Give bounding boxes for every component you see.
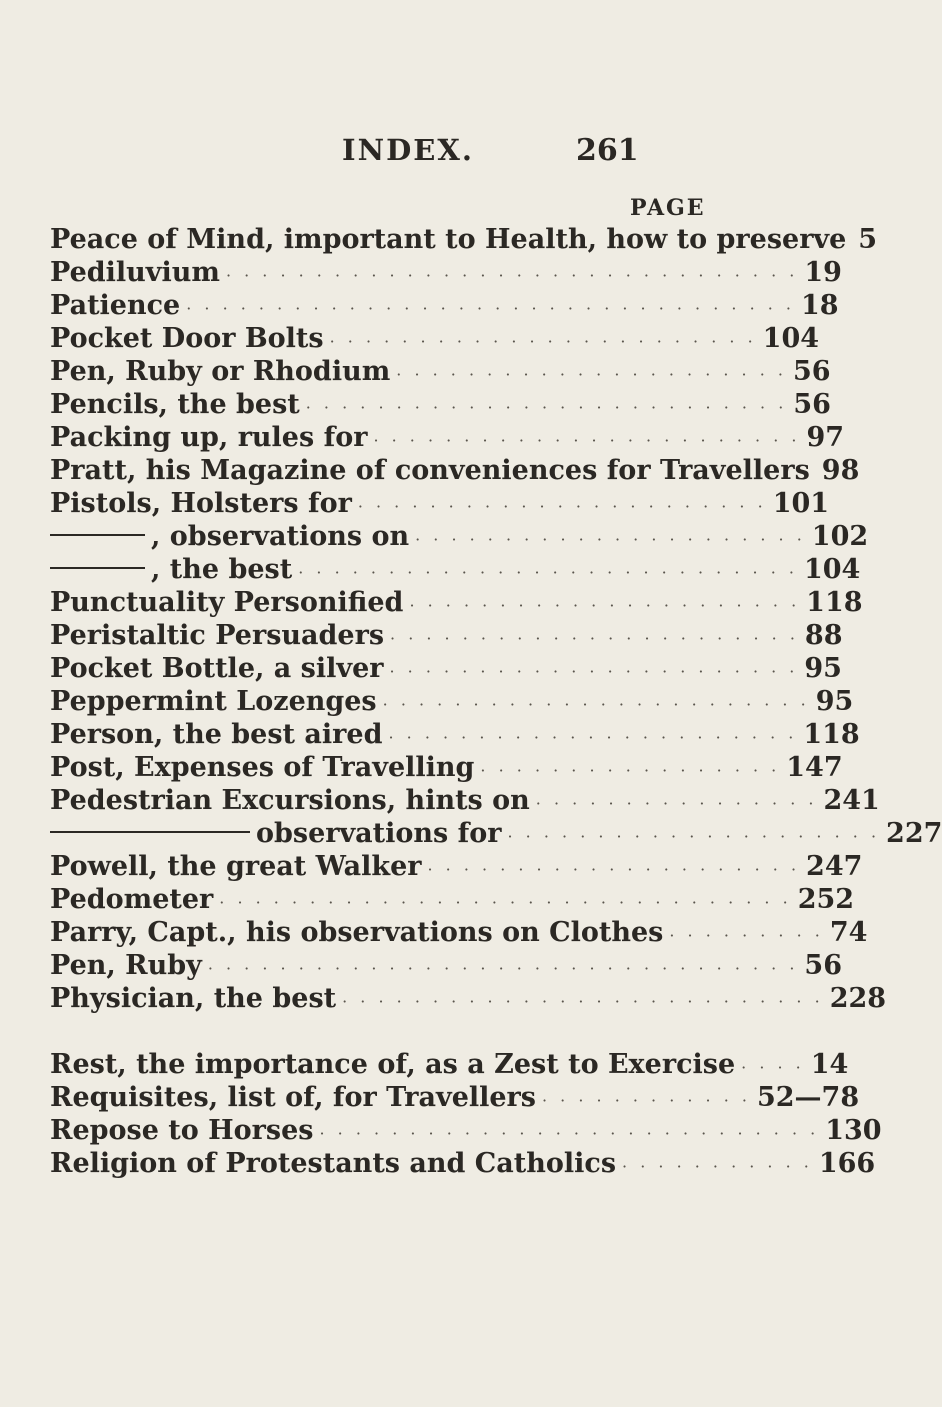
entry-page-number: 130 [825, 1115, 882, 1146]
index-entry [50, 1048, 849, 1081]
entry-page-number: 252 [797, 884, 855, 915]
page-column-label: PAGE [630, 195, 706, 221]
index-entry [50, 1081, 860, 1114]
entry-page-number: 97 [806, 422, 845, 453]
dot-leader: · · · · · · · · · · · · · · · · [535, 794, 818, 813]
entry-page-number: 95 [804, 653, 842, 684]
entry-page-number: 241 [823, 785, 880, 816]
entry-label: Pediluvium [50, 257, 220, 288]
page-number: 261 [576, 133, 639, 168]
ditto-dash [50, 567, 145, 569]
entry-label: Punctuality Personified [50, 587, 404, 618]
index-entry [50, 982, 887, 1015]
index-entry [50, 949, 842, 982]
dot-leader: · · · · · · · · · · · · · · · · · · · · · · · [389, 662, 799, 681]
index-entry [50, 322, 820, 355]
entry-label: Pistols, Holsters for [50, 488, 352, 519]
dot-leader: · · · · · · · · · · · · · · · · · · · · · · · · · · · [305, 398, 788, 417]
entry-page-number: 56 [804, 950, 842, 981]
index-entry [50, 454, 860, 487]
dot-leader: · · · · · · · · · · · · · · · · · · · · · · · [388, 728, 798, 747]
dot-leader: · · · · · · · · · · · · · · · · · · · · · · [396, 365, 787, 384]
dot-leader: · · · · · · · · · · · · · · · · · · · · · [427, 860, 801, 879]
running-header [0, 133, 801, 173]
dot-leader: · · · · · · · · · · · · · · · · · · · · · · · · · · · · · · · · [225, 266, 799, 285]
entry-page-number: 118 [803, 719, 860, 750]
index-entry [50, 784, 880, 817]
dot-leader: · · · · · · · · · · · · · · · · · · · · · · · · · · · · [298, 563, 798, 582]
entry-label: Post, Expenses of Travelling [50, 752, 475, 783]
index-entry [50, 817, 942, 850]
entry-page-number: 227 [886, 818, 942, 849]
entry-page-number: 102 [811, 521, 869, 552]
dot-leader: · · · · [741, 1058, 805, 1077]
dot-leader: · · · · · · · · · · · · · · · · · · · · · · [415, 530, 806, 549]
entry-label: Pen, Ruby [50, 950, 202, 981]
index-entry [50, 355, 831, 388]
entry-label: Peppermint Lozenges [50, 686, 377, 717]
entry-label: Physician, the best [50, 983, 337, 1014]
index-entry [50, 487, 830, 520]
entry-page-number: 52—78 [756, 1082, 860, 1113]
index-title: INDEX. [342, 133, 474, 167]
index-entry [50, 916, 868, 949]
dot-leader: · · · · · · · · · · · · · · · · · · · · · · · · · · · [342, 992, 824, 1011]
entry-label: , observations on [151, 521, 410, 552]
index-entry [50, 421, 845, 454]
index-entry [50, 586, 863, 619]
index-entry [50, 751, 843, 784]
dot-leader: · · · · · · · · · [669, 926, 824, 945]
entry-label: Pencils, the best [50, 389, 300, 420]
entry-label: Pocket Door Bolts [50, 323, 324, 354]
entry-label: Peristaltic Persuaders [50, 620, 385, 651]
entry-page-number: 98 [821, 455, 860, 486]
entry-page-number: 56 [792, 356, 831, 387]
entry-page-number: 118 [806, 587, 863, 618]
index-entry [50, 1147, 876, 1180]
entry-label: Pocket Bottle, a silver [50, 653, 384, 684]
entry-page-number: 104 [803, 554, 861, 585]
dot-leader: · · · · · · · · · · · · · · · · · · · · · · · · · · · · · · · · [219, 893, 792, 912]
entry-label: observations for [256, 818, 502, 849]
dot-leader: · · · · · · · · · · · · · · · · · · · · · · · · · · · · · · · · · · [186, 299, 795, 318]
index-entry [50, 883, 855, 916]
entry-page-number: 5 [858, 224, 878, 255]
index-entry [50, 685, 854, 718]
entry-label: , the best [151, 554, 293, 585]
entry-label: Rest, the importance of, as a Zest to Exercise [50, 1049, 736, 1080]
entry-label: Patience [50, 290, 181, 321]
index-entry [50, 223, 878, 256]
entry-label: Religion of Protestants and Catholics [50, 1148, 617, 1179]
dot-leader: · · · · · · · · · · · · · · · · · · · · · · [409, 596, 801, 615]
index-entry [50, 520, 869, 553]
entry-page-number: 56 [793, 389, 831, 420]
entry-page-number: 101 [772, 488, 830, 519]
dot-leader: · · · · · · · · · · · · · · · · · · · · · · · · [382, 695, 810, 714]
entry-page-number: 104 [762, 323, 820, 354]
entry-label: Pratt, his Magazine of conveniences for Travellers [50, 455, 810, 486]
entry-label: Packing up, rules for [50, 422, 368, 453]
dot-leader: · · · · · · · · · · · · [542, 1091, 751, 1110]
dot-leader: · · · · · · · · · · · · · · · · · · · · · · · [357, 497, 767, 516]
dot-leader: · · · · · · · · · · · · · · · · · · · · · · · [390, 629, 799, 648]
entry-page-number: 88 [804, 620, 843, 651]
entry-label: Peace of Mind, important to Health, how to preserve [50, 224, 847, 255]
index-entry [50, 289, 839, 322]
index-entries [50, 223, 942, 1180]
entry-page-number: 166 [818, 1148, 876, 1179]
index-entry [50, 850, 863, 883]
dot-leader: · · · · · · · · · · · [622, 1157, 813, 1176]
index-entry [50, 1114, 882, 1147]
entry-label: Parry, Capt., his observations on Clothes [50, 917, 664, 948]
ditto-dash [50, 831, 250, 833]
dot-leader: · · · · · · · · · · · · · · · · · · · · · [507, 827, 881, 846]
index-entry [50, 619, 843, 652]
ditto-dash [50, 534, 145, 536]
entry-label: Powell, the great Walker [50, 851, 422, 882]
entry-label: Pedestrian Excursions, hints on [50, 785, 530, 816]
entry-page-number: 18 [801, 290, 839, 321]
dot-leader: · · · · · · · · · · · · · · · · · · · · · · · · · · · · · · · · · [207, 959, 799, 978]
entry-label: Repose to Horses [50, 1115, 314, 1146]
entry-page-number: 147 [786, 752, 843, 783]
index-entry [50, 256, 842, 289]
index-entry [50, 388, 831, 421]
entry-page-number: 247 [806, 851, 863, 882]
entry-label: Person, the best aired [50, 719, 383, 750]
entry-page-number: 19 [804, 257, 842, 288]
entry-label: Pen, Ruby or Rhodium [50, 356, 391, 387]
dot-leader: · · · · · · · · · · · · · · · · · · · · · · · · · · · · [319, 1124, 820, 1143]
dot-leader: · · · · · · · · · · · · · · · · · · · · · · · · [329, 332, 757, 351]
entry-page-number: 74 [829, 917, 868, 948]
index-entry [50, 652, 842, 685]
index-entry [50, 718, 860, 751]
dot-leader: · · · · · · · · · · · · · · · · · [480, 761, 781, 780]
entry-page-number: 95 [815, 686, 854, 717]
entry-page-number: 228 [829, 983, 887, 1014]
index-entry [50, 553, 861, 586]
entry-label: Pedometer [50, 884, 214, 915]
entry-label: Requisites, list of, for Travellers [50, 1082, 536, 1113]
entry-page-number: 14 [810, 1049, 849, 1080]
dot-leader: · · · · · · · · · · · · · · · · · · · · · · · · [373, 431, 801, 450]
